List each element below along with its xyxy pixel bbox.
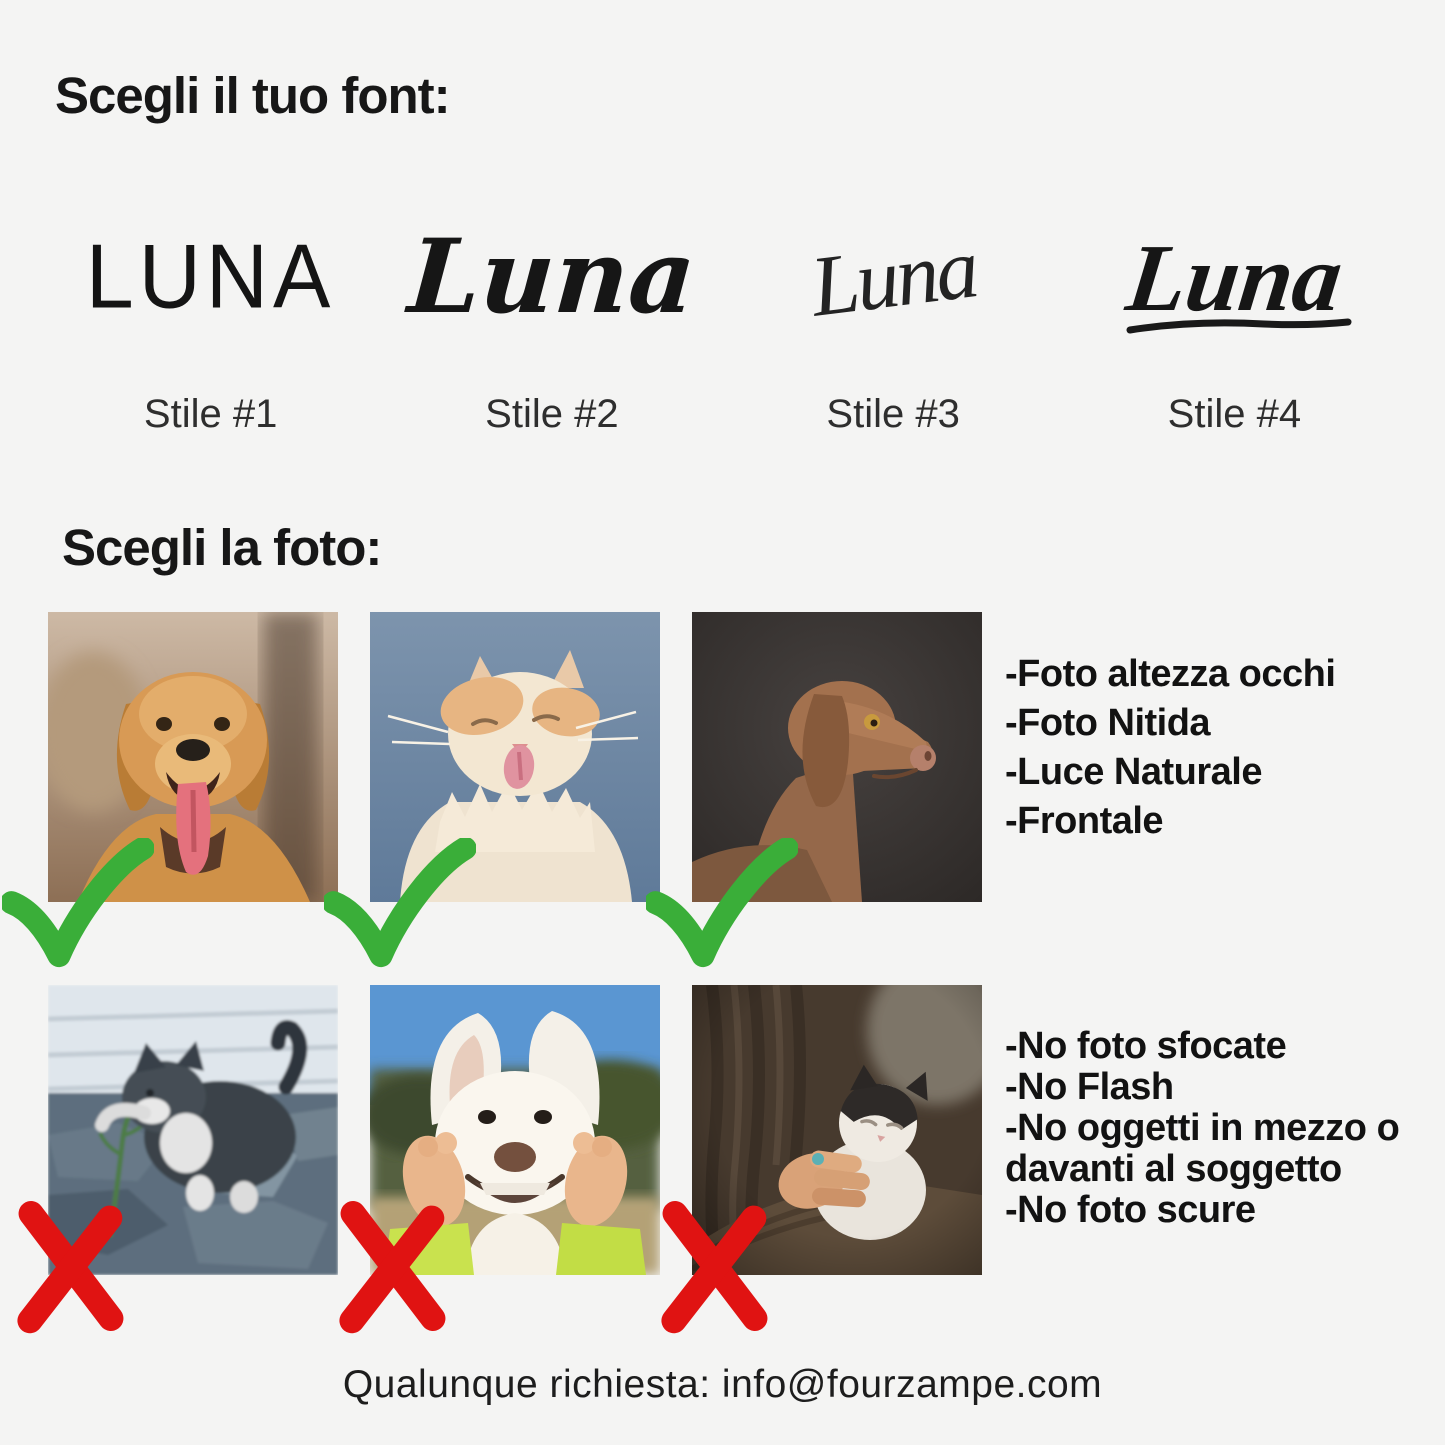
green-check-icon: [2, 838, 154, 970]
font-style-1: [40, 168, 381, 443]
font-sample-1: [40, 168, 381, 386]
rule-item: -No foto sfocate: [1005, 1025, 1287, 1067]
photo-good-golden-retriever: [48, 612, 338, 902]
font-sample-4: [1064, 168, 1405, 386]
photo-bad-dark-kitten-held: [692, 985, 982, 1275]
rule-item: -No Flash: [1005, 1066, 1174, 1108]
photo-bad-blurry-kitten: [48, 985, 338, 1275]
font-style-3-label: Stile #3: [826, 392, 960, 436]
green-check-icon: [324, 838, 476, 970]
font-sample-3: [723, 168, 1064, 386]
red-cross-icon: [14, 1195, 128, 1337]
red-cross-icon: [658, 1195, 772, 1337]
font-sample-2-text: Luna: [404, 217, 700, 337]
choose-photo-heading: Scegli la foto:: [62, 519, 382, 576]
bad-photo-rules: [1005, 1026, 1435, 1231]
red-cross-icon: [336, 1195, 450, 1337]
font-style-4: [1064, 168, 1405, 443]
rule-item: -Foto altezza occhi: [1005, 653, 1336, 695]
rule-item: -Foto Nitida: [1005, 702, 1211, 744]
photo-good-brown-dog-profile: [692, 612, 982, 902]
good-photo-rules: [1005, 650, 1435, 846]
font-sample-3-text: Luna: [805, 219, 981, 335]
rule-item: -Luce Naturale: [1005, 751, 1262, 793]
font-style-4-label: Stile #4: [1167, 392, 1302, 436]
font-styles-row: [40, 168, 1405, 443]
font-style-2: [381, 168, 722, 443]
choose-font-heading: Scegli il tuo font:: [55, 67, 450, 124]
rule-item: -Frontale: [1005, 800, 1164, 842]
font-style-1-label: Stile #1: [143, 392, 278, 436]
photo-good-cat-licking: [370, 612, 660, 902]
rule-item: -No oggetti in mezzo o: [1005, 1107, 1400, 1149]
font-sample-4-text: Luna: [1121, 223, 1348, 331]
green-check-icon: [646, 838, 798, 970]
rule-item: -No foto scure: [1005, 1189, 1256, 1231]
font-style-3: [723, 168, 1064, 443]
contact-footer: Qualunque richiesta: info@fourzampe.com: [342, 1363, 1103, 1406]
font-style-2-label: Stile #2: [485, 392, 619, 436]
font-sample-1-text: LUNA: [85, 225, 336, 328]
font-sample-2: [381, 168, 722, 386]
photo-bad-dog-smile-hands: [370, 985, 660, 1275]
brush-underline: [1124, 317, 1354, 335]
rule-item: davanti al soggetto: [1005, 1148, 1342, 1190]
